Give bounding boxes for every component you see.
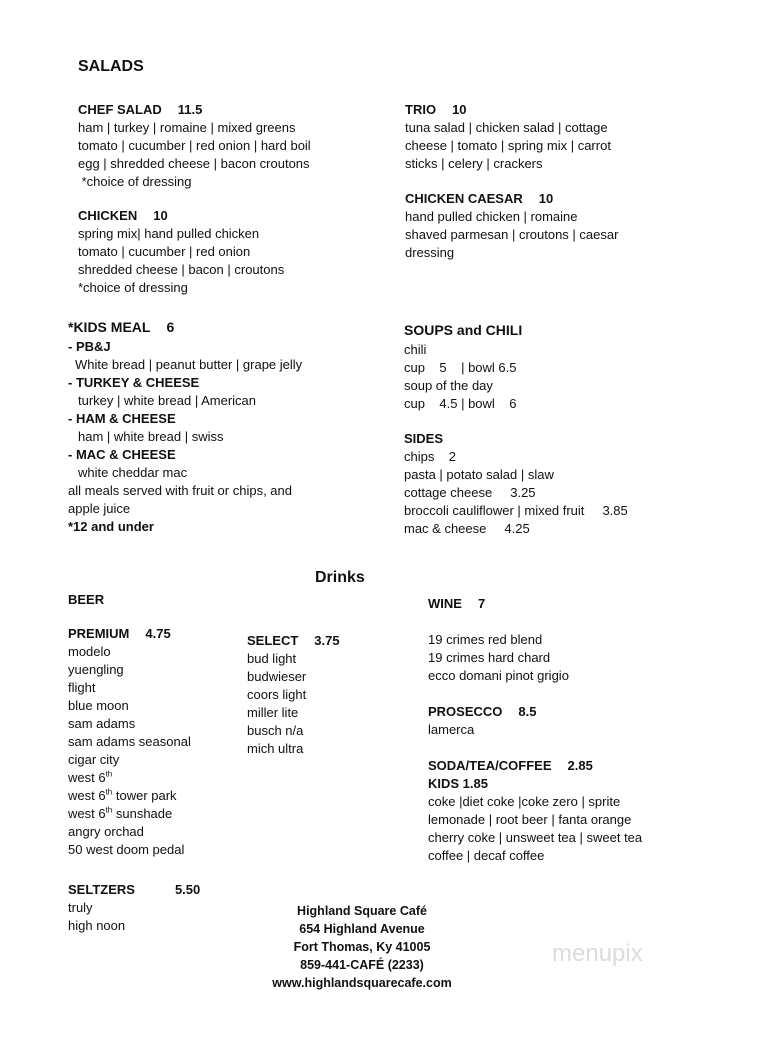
beer-item: modelo: [68, 644, 111, 659]
premium-beer: [68, 625, 191, 859]
kids-item-name: - HAM & CHEESE: [68, 411, 176, 426]
restaurant-address: 654 Highland Avenue: [299, 922, 425, 936]
item-name: CHICKEN: [78, 208, 138, 223]
item-note: *choice of dressing: [78, 174, 192, 189]
soups-and-chili: [404, 321, 522, 413]
chef-salad: [78, 101, 311, 191]
soda-item: lemonade | root beer | fanta orange: [428, 812, 632, 827]
kids-item-name: - MAC & CHEESE: [68, 447, 176, 462]
beer-item: west 6th: [68, 769, 113, 785]
kids-note: apple juice: [68, 501, 131, 516]
wine-list: [428, 631, 569, 685]
wine-item: 19 crimes red blend: [428, 632, 543, 647]
item-price: 8.5: [518, 704, 537, 719]
wine-item: 19 crimes hard chard: [428, 650, 551, 665]
item-price: 10: [452, 102, 467, 117]
item-desc: tomato | cucumber | red onion: [78, 244, 251, 259]
kids-age: *12 and under: [68, 519, 154, 534]
beer-item: blue moon: [68, 698, 129, 713]
soup-line: cup 4.5 | bowl 6: [404, 396, 517, 411]
soup-line: cup 5 | bowl 6.5: [404, 360, 517, 375]
soda-item: cherry coke | unsweet tea | sweet tea: [428, 830, 643, 845]
beer-item: mich ultra: [247, 741, 304, 756]
seltzer-item: high noon: [68, 918, 126, 933]
kids-note: all meals served with fruit or chips, and: [68, 483, 292, 498]
prosecco: [428, 703, 536, 739]
kids-item-desc: turkey | white bread | American: [78, 393, 257, 408]
kids-item-name: - PB&J: [68, 339, 111, 354]
beer-item: cigar city: [68, 752, 120, 767]
beer-item: miller lite: [247, 705, 299, 720]
item-desc: shredded cheese | bacon | croutons: [78, 262, 285, 277]
item-name: SELECT: [247, 633, 299, 648]
sides: [404, 430, 628, 538]
drinks-title: Drinks: [315, 569, 365, 586]
item-name: CHICKEN CAESAR: [405, 191, 523, 206]
item-desc: cheese | tomato | spring mix | carrot: [405, 138, 611, 153]
item-desc: ham | turkey | romaine | mixed greens: [78, 120, 296, 135]
beer-item: budwieser: [247, 669, 307, 684]
item-desc: tuna salad | chicken salad | cottage: [405, 120, 608, 135]
soda-item: coffee | decaf coffee: [428, 848, 545, 863]
item-desc: dressing: [405, 245, 455, 260]
section-price: 6: [166, 319, 175, 335]
soup-line: soup of the day: [404, 378, 493, 393]
item-note: *choice of dressing: [78, 280, 188, 295]
kids-item-desc: ham | white bread | swiss: [78, 429, 224, 444]
side-line: chips 2: [404, 449, 457, 464]
seltzer-item: truly: [68, 900, 93, 915]
beer-item: bud light: [247, 651, 297, 666]
trio-salad: [405, 101, 611, 173]
restaurant-city: Fort Thomas, Ky 41005: [293, 940, 431, 954]
item-desc: egg | shredded cheese | bacon croutons: [78, 156, 310, 171]
seltzers: [68, 881, 200, 935]
soda-tea-coffee: [428, 757, 642, 865]
item-name: SELTZERS: [68, 882, 135, 897]
kids-item-name: - TURKEY & CHEESE: [68, 375, 200, 390]
chicken-caesar: [405, 190, 618, 262]
section-title: SOUPS and CHILI: [404, 322, 523, 338]
restaurant-website: www.highlandsquarecafe.com: [272, 976, 452, 990]
item-price: 10: [153, 208, 168, 223]
item-price: 2.85: [567, 758, 593, 773]
side-line: cottage cheese 3.25: [404, 485, 536, 500]
wine-title: WINE 7: [428, 596, 486, 611]
item-name: SODA/TEA/COFFEE: [428, 758, 552, 773]
prosecco-item: lamerca: [428, 722, 475, 737]
wine-item: ecco domani pinot grigio: [428, 668, 569, 683]
restaurant-info: [232, 902, 492, 992]
kids-item-desc: White bread | peanut butter | grape jelly: [75, 357, 303, 372]
select-beer: [247, 632, 340, 758]
item-desc: spring mix| hand pulled chicken: [78, 226, 260, 241]
kids-price: KIDS 1.85: [428, 776, 488, 791]
beer-item: busch n/a: [247, 723, 304, 738]
kids-item-desc: white cheddar mac: [78, 465, 188, 480]
item-name: CHEF SALAD: [78, 102, 162, 117]
item-name: PROSECCO: [428, 704, 503, 719]
beer-item: 50 west doom pedal: [68, 842, 185, 857]
section-title: SIDES: [404, 431, 444, 446]
salads-title: SALADS: [78, 58, 144, 75]
item-desc: shaved parmesan | croutons | caesar: [405, 227, 619, 242]
beer-title: BEER: [68, 592, 105, 607]
beer-item: sam adams seasonal: [68, 734, 191, 749]
beer-item: sam adams: [68, 716, 136, 731]
soda-item: coke |diet coke |coke zero | sprite: [428, 794, 621, 809]
side-line: pasta | potato salad | slaw: [404, 467, 554, 482]
restaurant-name: Highland Square Café: [297, 904, 427, 918]
beer-item: coors light: [247, 687, 307, 702]
side-line: broccoli cauliflower | mixed fruit 3.85: [404, 503, 628, 518]
item-desc: hand pulled chicken | romaine: [405, 209, 578, 224]
chicken-salad: [78, 207, 284, 297]
item-desc: sticks | celery | crackers: [405, 156, 543, 171]
item-price: 10: [538, 191, 554, 206]
section-name: *KIDS MEAL: [68, 319, 151, 335]
item-price: 4.75: [145, 626, 171, 641]
side-line: mac & cheese 4.25: [404, 521, 530, 536]
beer-item: flight: [68, 680, 96, 695]
item-price: 5.50: [174, 882, 201, 897]
menupix-watermark: menupix: [552, 940, 643, 967]
item-name: PREMIUM: [68, 626, 130, 641]
kids-meal: [68, 318, 302, 536]
item-name: TRIO: [405, 102, 437, 117]
beer-item: yuengling: [68, 662, 124, 677]
beer-item: west 6th sunshade: [68, 805, 173, 821]
beer-item: west 6th tower park: [68, 787, 177, 803]
soup-line: chili: [404, 342, 427, 357]
item-desc: tomato | cucumber | red onion | hard boil: [78, 138, 311, 153]
item-price: 3.75: [314, 633, 340, 648]
item-price: 11.5: [177, 102, 203, 117]
beer-item: angry orchad: [68, 824, 144, 839]
restaurant-phone: 859-441-CAFÉ (2233): [300, 958, 424, 972]
